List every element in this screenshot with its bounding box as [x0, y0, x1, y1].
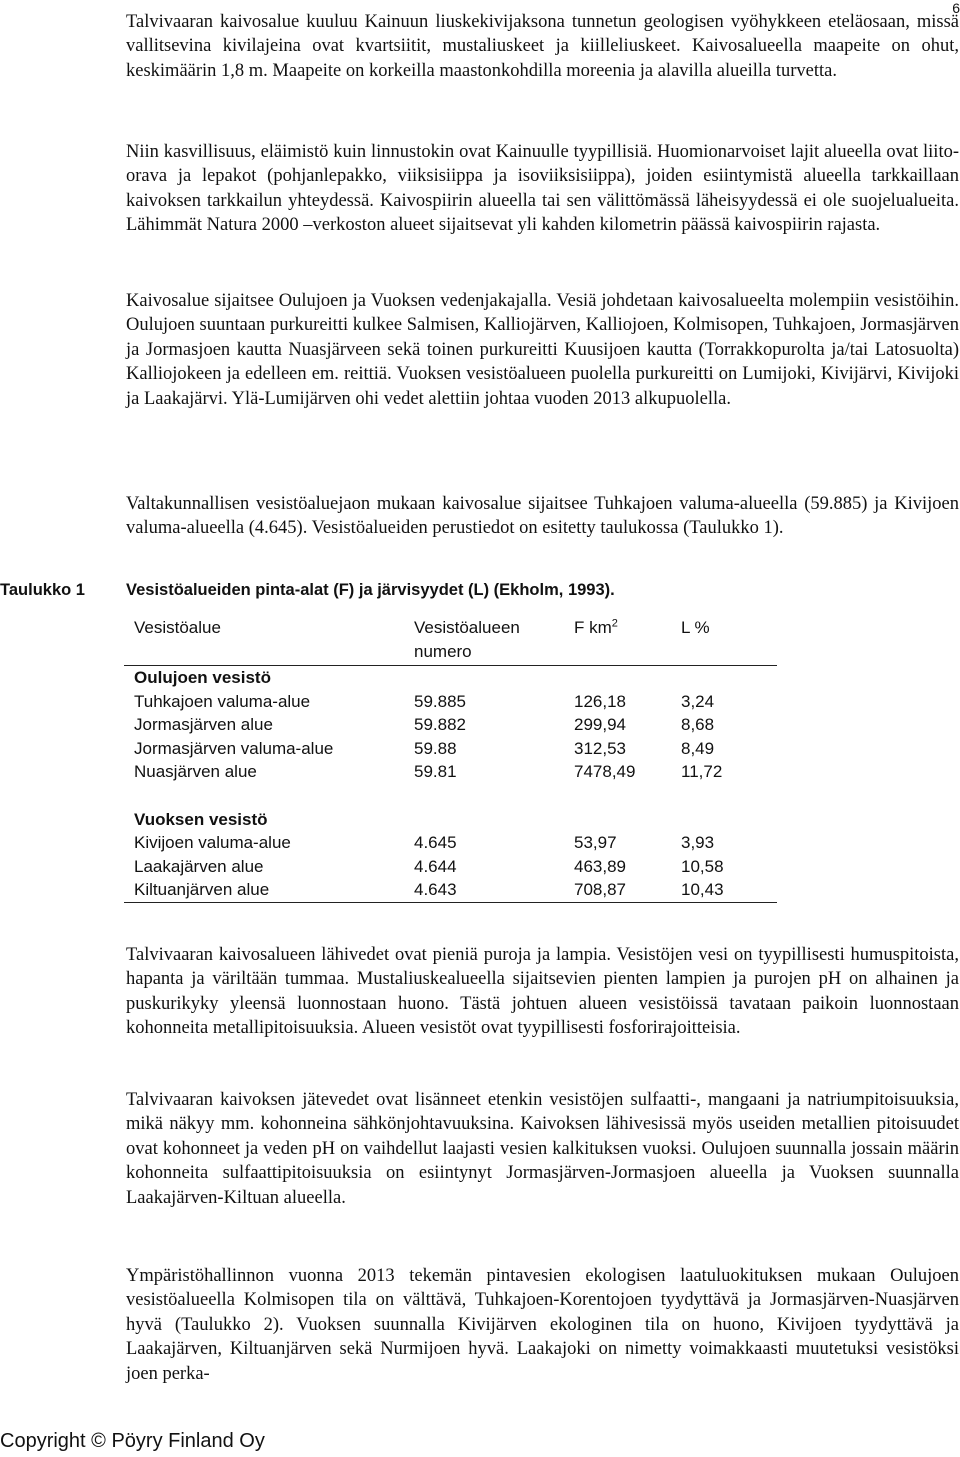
cell-number: 4.644 — [414, 856, 457, 876]
group-name: Oulujoen vesistö — [134, 668, 271, 687]
cell-name: Jormasjärven valuma-alue — [134, 738, 334, 758]
cell-area: 708,87 — [564, 878, 671, 902]
table-row — [124, 737, 777, 761]
cell-name: Kiltuanjärven alue — [124, 878, 404, 902]
header-area-label: F km — [574, 618, 612, 637]
table-caption: Vesistöalueiden pinta-alat (F) ja järvisyydet (L) (Ekholm, 1993). — [126, 581, 615, 599]
cell-lake-pct: 3,24 — [681, 691, 715, 711]
cell-number: 59.885 — [414, 691, 466, 711]
paragraph-nature: Niin kasvillisuus, eläimistö kuin linnustokin ovat Kainuulle tyypillisiä. Huomionarvoiset lajit alueella ovat liito-orava ja lepakot (pohjanlepakko, viiksisiippa ja isoviiksisiippa), joiden esiintymistä alueella tarkkaillaan kaivoksen tarkkailun yhteydessä. Kaivospiirin alueella tai sen välittömässä läheisyydessä ei ole suojelualueita. Lähimmät Natura 2000 –verkoston alueet sijaitsevat yli kahden kilometrin päässä kaivospiirin rajasta. — [126, 142, 959, 236]
header-lake-percentage: L % — [671, 614, 777, 666]
header-watershed-number: Vesistöalueen numero — [404, 614, 564, 666]
cell-name: Jormasjärven alue — [134, 715, 273, 734]
cell-lake-pct: 8,49 — [681, 738, 715, 758]
table-row — [124, 713, 777, 737]
paragraph-wastewater: Talvivaaran kaivoksen jätevedet ovat lisänneet etenkin vesistöjen sulfaatti-, mangaani ja natriumpitoisuuksia, mikä näkyy mm. kohonneina sähkönjohtavuuksina. Kaivoksen lähivesissä myös useiden metallien pitoisuudet ovat kohonneet ja veden pH on vaihdellut laajasti vesien kalkituksen vuoksi. Oulujoen suunnalla jossain määrin kohonneita sulfaattipitoisuuksia on esiintynyt Jormasjärven-Jormasjoen alueella ja Vuoksen suunnalla Laakajärven-Kiltuan alueella. — [126, 1090, 959, 1208]
table-group-row — [124, 808, 777, 832]
cell-number: 59.88 — [414, 738, 457, 758]
group-name: Vuoksen vesistö — [134, 809, 268, 829]
table-spacer — [124, 784, 777, 808]
paragraph-catchment: Valtakunnallisen vesistöaluejaon mukaan kaivosalue sijaitsee Tuhkajoen valuma-alueella (59.885) ja Kivijoen valuma-alueella (4.645). Vesistöalueiden perustiedot on esitetty taulukossa (Taulukko 1). — [126, 494, 959, 539]
paragraph-ecological-status: Ympäristöhallinnon vuonna 2013 tekemän pintavesien ekologisen laatuluokituksen mukaan Oulujoen vesistöalueella Kolmisopen tila on välttävä, Tuhkajoen-Korentojoen tyydyttävä ja Jormasjärven-Nuasjärven hyvä (Taulukko 2). Vuoksen suunnalla Kivijärven ekologinen tila on huono, Kivijoen tyydyttävä ja Laakajärven, Kiltuanjärven sekä Nurmijoen hyvä. Laakajoki on nimetty voimakkaasti muutetuksi vesistöksi joen perka- — [126, 1266, 959, 1384]
cell-number: 4.643 — [404, 878, 564, 902]
table-group-row — [124, 666, 777, 690]
watershed-table — [124, 614, 777, 903]
table-row — [124, 855, 777, 879]
cell-name: Nuasjärven alue — [134, 762, 257, 781]
cell-lake-pct: 11,72 — [681, 762, 723, 781]
table-label: Taulukko 1 — [0, 581, 85, 599]
cell-area: 463,89 — [574, 856, 626, 876]
table-row — [124, 690, 777, 714]
cell-number: 59.882 — [414, 715, 466, 734]
cell-name: Kivijoen valuma-alue — [134, 833, 291, 852]
cell-lake-pct: 3,93 — [681, 833, 715, 852]
paragraph-local-waters: Talvivaaran kaivosalueen lähivedet ovat pieniä puroja ja lampia. Vesistöjen vesi on tyypillisesti humuspitoista, hapanta ja väriltään tummaa. Mustaliuskealueella sijaitsevien pienten lampien ja purojen pH on alhainen ja puskurikyky yleensä luonnostaan huono. Tästä johtuen alueen vesistöissä tavataan paikoin luonnostaan kohonneita metallipitoisuuksia. Alueen vesistöt ovat tyypillisesti fosforirajoitteisia. — [126, 945, 959, 1039]
cell-area: 312,53 — [574, 738, 626, 758]
cell-lake-pct: 10,43 — [671, 878, 777, 902]
copyright-footer: Copyright © Pöyry Finland Oy — [0, 1430, 265, 1452]
table-row — [124, 831, 777, 855]
cell-number: 59.81 — [414, 762, 457, 781]
cell-area: 299,94 — [574, 715, 626, 734]
table-row — [124, 760, 777, 784]
header-watershed: Vesistöalue — [124, 614, 404, 666]
header-area — [564, 614, 671, 666]
header-area-exponent: 2 — [611, 617, 618, 630]
cell-number: 4.645 — [414, 833, 457, 852]
paragraph-watersheds: Kaivosalue sijaitsee Oulujoen ja Vuoksen vedenjakajalla. Vesiä johdetaan kaivosalueelta molempiin vesistöihin. Oulujoen suuntaan purkureitti kulkee Salmisen, Kalliojärven, Kalliojoen, Kolmisopen, Tuhkajoen, Jormasjärven ja Jormasjoen kautta Nuasjärveen sekä toinen purkureitti Kuusijoen kautta (Torrakkopurolta ja/tai Latosuolta) Kalliojokeen ja edelleen em. reittiä. Vuoksen vesistöalueen puolella purkureitti on Lumijoki, Kivijärvi, Kivijoki ja Laakajärvi. Ylä-Lumijärven ohi vedet alettiin johtaa vuoden 2013 alkupuolella. — [126, 291, 959, 409]
page-number: 6 — [952, 0, 960, 16]
cell-area: 7478,49 — [574, 762, 636, 781]
cell-area: 53,97 — [574, 833, 617, 852]
cell-name: Tuhkajoen valuma-alue — [134, 691, 311, 711]
paragraph-geology: Talvivaaran kaivosalue kuuluu Kainuun liuskekivijaksona tunnetun geologisen vyöhykkeen eteläosaan, missä vallitsevina kivilajeina ovat kvartsiitit, mustaliuskeet ja kiilleliuskeet. Kaivosalueella maapeite on ohut, keskimäärin 1,8 m. Maapeite on korkeilla maastonkohdilla moreenia ja alavilla alueilla turvetta. — [126, 12, 959, 81]
cell-lake-pct: 10,58 — [681, 856, 724, 876]
table-header-row — [124, 614, 777, 666]
cell-area: 126,18 — [574, 691, 626, 711]
cell-name: Laakajärven alue — [134, 856, 264, 876]
table-row — [124, 878, 777, 902]
cell-lake-pct: 8,68 — [681, 715, 715, 734]
